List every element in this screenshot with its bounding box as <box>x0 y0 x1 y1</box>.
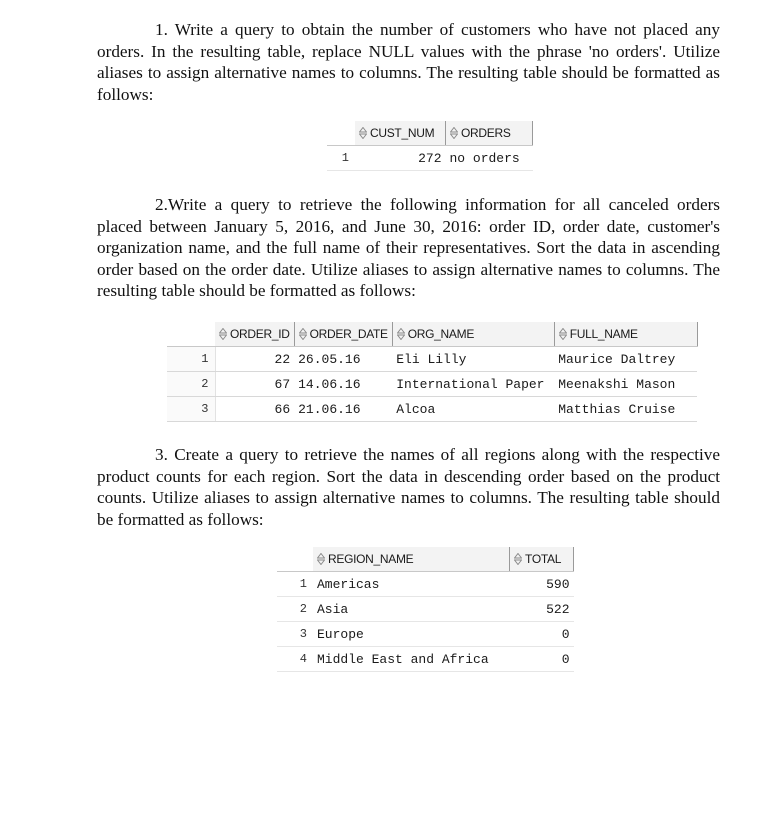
task-body: Create a query to retrieve the names of all regions along with the respective product counts for each region. Sort the data in descending order based on the product counts. Utilize aliases to assign alternative names to columns. The resulting table should be formatted as follows: <box>97 445 720 529</box>
row-number: 1 <box>277 572 313 597</box>
cell-region-name: Asia <box>313 597 510 622</box>
column-header-org-name[interactable] <box>392 322 554 347</box>
sort-arrows-icon <box>359 127 367 139</box>
cell-order-id: 67 <box>215 372 294 397</box>
column-label: CUST_NUM <box>370 126 435 140</box>
sort-arrows-icon <box>514 553 522 565</box>
task-number: 1. <box>155 20 168 39</box>
column-header-full-name[interactable] <box>554 322 697 347</box>
table-header-row <box>327 121 533 146</box>
cell-total: 590 <box>510 572 574 597</box>
column-header-orders[interactable] <box>446 121 533 146</box>
column-label: TOTAL <box>525 552 562 566</box>
cell-full-name: Matthias Cruise <box>554 397 697 422</box>
column-label: ORDERS <box>461 126 511 140</box>
column-label: FULL_NAME <box>569 327 638 341</box>
sort-arrows-icon <box>559 328 567 340</box>
sort-arrows-icon <box>219 328 227 340</box>
table-row <box>167 397 697 422</box>
cell-cust-num: 272 <box>355 146 446 171</box>
row-number: 3 <box>277 622 313 647</box>
task-number: 3. <box>155 445 168 464</box>
column-header-cust-num[interactable] <box>355 121 446 146</box>
task-3-text <box>97 444 720 530</box>
cell-org-name: Alcoa <box>392 397 554 422</box>
table-header-row <box>167 322 697 347</box>
row-number-header <box>277 547 313 572</box>
row-number-header <box>327 121 355 146</box>
table-row <box>167 372 697 397</box>
result-table-canceled-orders <box>167 322 698 422</box>
cell-region-name: Europe <box>313 622 510 647</box>
row-number: 3 <box>167 397 215 422</box>
cell-order-id: 66 <box>215 397 294 422</box>
table-row <box>277 597 574 622</box>
column-label: ORG_NAME <box>407 327 475 341</box>
column-label: REGION_NAME <box>328 552 414 566</box>
cell-total: 0 <box>510 647 574 672</box>
sort-arrows-icon <box>450 127 458 139</box>
cell-org-name: International Paper <box>392 372 554 397</box>
column-header-order-id[interactable] <box>215 322 294 347</box>
table-row <box>327 146 533 171</box>
sort-arrows-icon <box>397 328 405 340</box>
task-body: Write a query to retrieve the following information for all canceled orders placed between January 5, 2016, and June 30, 2016: order ID, order date, customer's organization name, and the full name of their representatives. Sort the data in ascending order based on the order date. Utilize aliases to assign alternative names to columns. The resulting table should be formatted as follows: <box>97 195 720 300</box>
row-number: 2 <box>167 372 215 397</box>
row-number: 2 <box>277 597 313 622</box>
row-number: 4 <box>277 647 313 672</box>
cell-full-name: Maurice Daltrey <box>554 347 697 372</box>
cell-total: 0 <box>510 622 574 647</box>
table-row <box>277 647 574 672</box>
result-table-regions <box>277 547 574 672</box>
sort-arrows-icon <box>299 328 307 340</box>
row-number: 1 <box>167 347 215 372</box>
cell-order-id: 22 <box>215 347 294 372</box>
table-row <box>277 572 574 597</box>
cell-total: 522 <box>510 597 574 622</box>
cell-org-name: Eli Lilly <box>392 347 554 372</box>
column-header-total[interactable] <box>510 547 574 572</box>
table-row <box>167 347 697 372</box>
column-label: ORDER_DATE <box>309 327 388 341</box>
table-header-row <box>277 547 574 572</box>
cell-full-name: Meenakshi Mason <box>554 372 697 397</box>
row-number: 1 <box>327 146 355 171</box>
cell-order-date: 21.06.16 <box>294 397 392 422</box>
sort-arrows-icon <box>317 553 325 565</box>
task-body: Write a query to obtain the number of customers who have not placed any orders. In the resulting table, replace NULL values with the phrase 'no orders'. Utilize aliases to assign alternative names to columns. The resulting table should be formatted as follows: <box>97 20 720 104</box>
task-number: 2. <box>155 195 168 214</box>
task-2-text <box>97 194 720 302</box>
cell-order-date: 26.05.16 <box>294 347 392 372</box>
row-number-header <box>167 322 215 347</box>
cell-order-date: 14.06.16 <box>294 372 392 397</box>
task-1-text <box>97 19 720 105</box>
column-label: ORDER_ID <box>230 327 290 341</box>
cell-orders: no orders <box>446 146 533 171</box>
table-row <box>277 622 574 647</box>
result-table-customers <box>327 121 533 171</box>
cell-region-name: Middle East and Africa <box>313 647 510 672</box>
column-header-region-name[interactable] <box>313 547 510 572</box>
cell-region-name: Americas <box>313 572 510 597</box>
column-header-order-date[interactable] <box>294 322 392 347</box>
